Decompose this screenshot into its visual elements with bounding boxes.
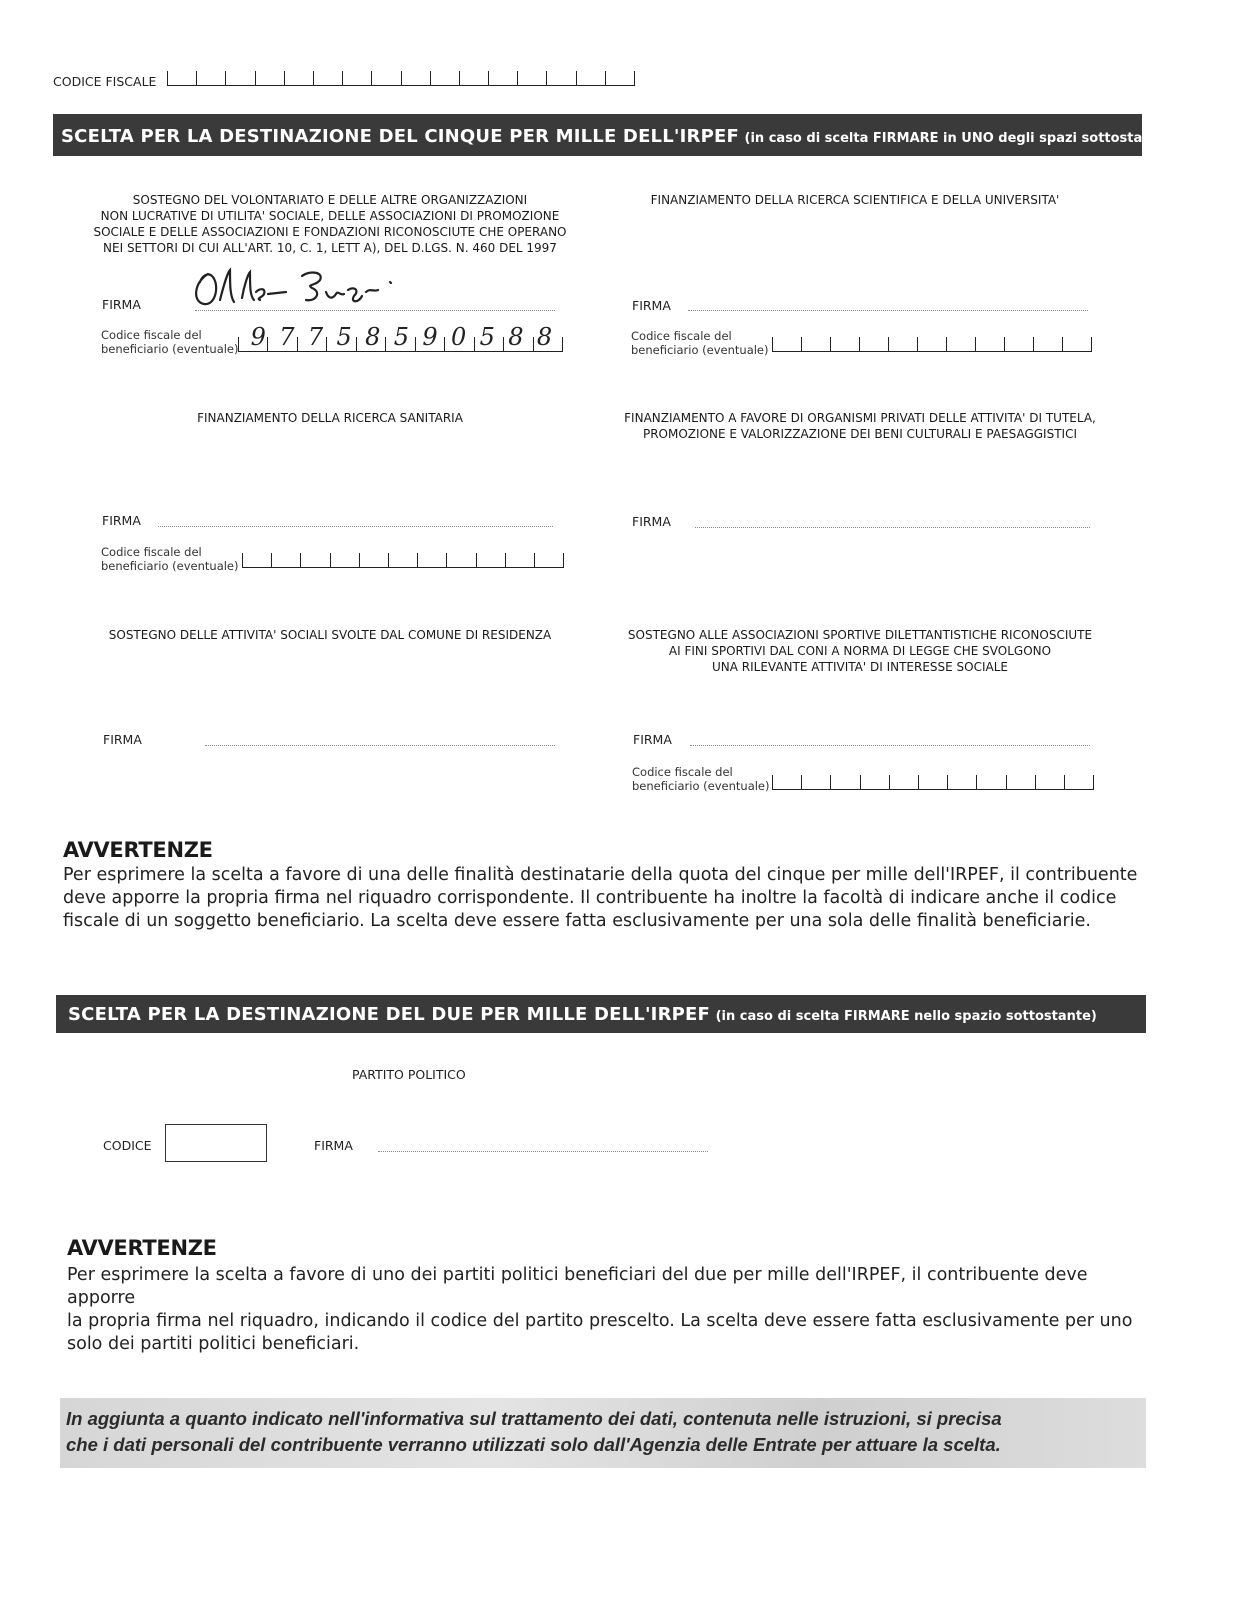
char-box: [371, 71, 400, 85]
heading-line: FINANZIAMENTO DELLA RICERCA SANITARIA: [197, 411, 463, 425]
avvertenze-line: la propria firma nel riquadro, indicando il codice del partito prescelto. La scelta deve essere fatta esclusivamente per uno: [67, 1311, 1133, 1331]
heading-line: NON LUCRATIVE DI UTILITA' SOCIALE, DELLE ASSOCIAZIONI DI PROMOZIONE: [100, 209, 560, 223]
section-ricerca-sanitaria-heading: [80, 410, 580, 426]
cf-beneficiario-input-associazioni-sportive[interactable]: [772, 772, 1094, 790]
char-box: [300, 553, 329, 567]
char-box: [1004, 337, 1033, 351]
char-box: [476, 553, 505, 567]
due-per-mille-title-bar: [56, 995, 1146, 1033]
avvertenze-title: AVVERTENZE: [67, 1236, 217, 1260]
char-box: [546, 71, 575, 85]
cf-beneficiario-label: [631, 329, 769, 357]
avvertenze-text: [67, 1264, 1147, 1356]
cf-label-line: Codice fiscale del: [101, 545, 202, 559]
heading-line: AI FINI SPORTIVI DAL CONI A NORMA DI LEGGE CHE SVOLGONO: [668, 644, 1052, 658]
avvertenze-line: solo dei partiti politici beneficiari.: [67, 1334, 360, 1354]
char-box: [313, 71, 342, 85]
char-box: [830, 337, 859, 351]
section-comune-residenza-heading: [80, 627, 580, 643]
avvertenze-line: fiscale di un soggetto beneficiario. La scelta deve essere fatta esclusivamente per una sola delle finalità beneficiarie.: [63, 911, 1091, 931]
char-box: [859, 337, 888, 351]
cf-digit: 8: [365, 323, 381, 351]
firma-label: FIRMA: [632, 298, 671, 313]
avvertenze-text: [63, 864, 1143, 933]
char-box: [488, 71, 517, 85]
char-box: [976, 775, 1005, 789]
cf-digit: 8: [536, 323, 553, 351]
cf-digit: 9: [422, 323, 438, 351]
privacy-notice-line: In aggiunta a quanto indicato nell'informativa sul trattamento dei dati, contenuta nelle istruzioni, si precisa: [66, 1408, 1002, 1429]
due-per-mille-title: SCELTA PER LA DESTINAZIONE DEL DUE PER MILLE DELL'IRPEF: [68, 1004, 711, 1025]
section-beni-culturali-heading: [612, 410, 1108, 442]
char-box: [917, 337, 946, 351]
cf-digit: 7: [307, 323, 324, 351]
heading-line: SOSTEGNO DEL VOLONTARIATO E DELLE ALTRE ORGANIZZAZIONI: [132, 193, 528, 207]
cf-label-line: Codice fiscale del: [632, 765, 733, 779]
char-box: [446, 553, 475, 567]
char-box: [772, 775, 801, 789]
cinque-per-mille-subtitle: (in caso di scelta FIRMARE in UNO degli spazi sottostanti): [744, 131, 1169, 146]
cf-label-line: Codice fiscale del: [101, 328, 202, 342]
char-box: [830, 775, 859, 789]
firma-label: FIRMA: [314, 1138, 353, 1153]
char-box: [1064, 775, 1094, 789]
section-associazioni-sportive-heading: [612, 627, 1108, 675]
char-box: [388, 553, 417, 567]
heading-line: UNA RILEVANTE ATTIVITA' DI INTERESSE SOCIALE: [711, 660, 1009, 674]
cf-label-line: beneficiario (eventuale): [101, 559, 239, 573]
cinque-per-mille-title: SCELTA PER LA DESTINAZIONE DEL CINQUE PER MILLE DELL'IRPEF: [61, 126, 739, 147]
cf-label-line: beneficiario (eventuale): [101, 342, 239, 356]
cf-beneficiario-input-ricerca-scientifica[interactable]: [772, 334, 1092, 352]
heading-line: SOSTEGNO ALLE ASSOCIAZIONI SPORTIVE DILETTANTISTICHE RICONOSCIUTE: [627, 628, 1093, 642]
cf-beneficiario-input-ricerca-sanitaria[interactable]: [242, 550, 564, 568]
char-box: [947, 775, 976, 789]
section-volontariato-heading: [80, 192, 580, 256]
handwritten-signature: [190, 262, 420, 312]
char-box: [860, 775, 889, 789]
privacy-notice: [60, 1398, 1146, 1468]
cf-digit: 5: [479, 323, 495, 351]
char-box: [517, 71, 546, 85]
cf-label-line: Codice fiscale del: [631, 329, 732, 343]
cf-digit: 9: [250, 323, 266, 351]
cf-beneficiario-digits: [244, 322, 559, 352]
char-box: [417, 553, 446, 567]
firma-line-comune-residenza[interactable]: [205, 745, 555, 746]
firma-line-ricerca-scientifica[interactable]: [688, 310, 1088, 311]
cf-digit: 8: [508, 323, 524, 351]
firma-label: FIRMA: [102, 513, 141, 528]
char-box: [1006, 775, 1035, 789]
firma-line-associazioni-sportive[interactable]: [690, 745, 1090, 746]
char-box: [271, 553, 300, 567]
char-box: [242, 553, 271, 567]
cf-digit: 7: [279, 323, 295, 351]
char-box: [505, 553, 534, 567]
avvertenze-line: deve apporre la propria firma nel riquadro corrispondente. Il contribuente ha inoltre la facoltà di indicare anche il codice: [63, 888, 1117, 908]
char-box: [534, 553, 564, 567]
char-box: [284, 71, 313, 85]
char-box: [918, 775, 947, 789]
char-box: [330, 553, 359, 567]
due-per-mille-subtitle: (in caso di scelta FIRMARE nello spazio sottostante): [715, 1009, 1097, 1024]
firma-label: FIRMA: [633, 732, 672, 747]
avvertenze-line: Per esprimere la scelta a favore di uno dei partiti politici beneficiari del due per mille dell'IRPEF, il contribuente deve apporre: [67, 1265, 1088, 1308]
char-box: [1035, 775, 1064, 789]
cinque-per-mille-title-bar: [53, 114, 1169, 156]
firma-label: FIRMA: [632, 514, 671, 529]
firma-label: FIRMA: [102, 297, 141, 312]
char-box: [975, 337, 1004, 351]
section-ricerca-scientifica-heading: [630, 192, 1080, 208]
cf-digit: 5: [336, 323, 352, 351]
codice-partito-input[interactable]: [165, 1124, 267, 1162]
codice-label: CODICE: [103, 1138, 152, 1153]
char-box: [605, 71, 635, 85]
codice-fiscale-input[interactable]: [167, 68, 635, 86]
firma-line-beni-culturali[interactable]: [695, 527, 1090, 528]
heading-line: SOCIALE E DELLE ASSOCIAZIONI E FONDAZIONI RICONOSCIUTE CHE OPERANO: [93, 225, 567, 239]
avvertenze-line: Per esprimere la scelta a favore di una delle finalità destinatarie della quota del cinque per mille dell'IRPEF, il contribuente: [63, 865, 1138, 885]
char-box: [359, 553, 388, 567]
avvertenze-title: AVVERTENZE: [63, 838, 213, 862]
firma-line-ricerca-sanitaria[interactable]: [158, 526, 553, 527]
char-box: [946, 337, 975, 351]
heading-line: FINANZIAMENTO A FAVORE DI ORGANISMI PRIVATI DELLE ATTIVITA' DI TUTELA,: [624, 411, 1096, 425]
privacy-notice-line: che i dati personali del contribuente verranno utilizzati solo dall'Agenzia delle Entrate per attuare la scelta.: [66, 1434, 1001, 1455]
cf-digit: 5: [393, 323, 410, 351]
char-box: [430, 71, 459, 85]
char-box: [1062, 337, 1092, 351]
cf-beneficiario-label: [101, 328, 239, 356]
char-box: [576, 71, 605, 85]
cf-digit: 0: [451, 323, 467, 351]
char-box: [196, 71, 225, 85]
char-box: [889, 775, 918, 789]
char-box: [801, 775, 830, 789]
char-box: [772, 337, 801, 351]
char-box: [167, 71, 196, 85]
char-box: [401, 71, 430, 85]
firma-label: FIRMA: [103, 732, 142, 747]
cf-beneficiario-label: [101, 545, 239, 573]
heading-line: NEI SETTORI DI CUI ALL'ART. 10, C. 1, LETT A), DEL D.LGS. N. 460 DEL 1997: [103, 241, 557, 255]
codice-fiscale-label: CODICE FISCALE: [53, 74, 157, 89]
char-box: [255, 71, 284, 85]
char-box: [888, 337, 917, 351]
cf-label-line: beneficiario (eventuale): [631, 343, 769, 357]
partito-politico-label: PARTITO POLITICO: [352, 1067, 466, 1082]
char-box: [1033, 337, 1062, 351]
char-box: [342, 71, 371, 85]
char-box: [801, 337, 830, 351]
cf-label-line: beneficiario (eventuale): [632, 779, 770, 793]
heading-line: SOSTEGNO DELLE ATTIVITA' SOCIALI SVOLTE DAL COMUNE DI RESIDENZA: [108, 628, 552, 642]
char-box: [459, 71, 488, 85]
firma-line-partito[interactable]: [378, 1151, 708, 1152]
cf-beneficiario-label: [632, 765, 770, 793]
heading-line: FINANZIAMENTO DELLA RICERCA SCIENTIFICA E DELLA UNIVERSITA': [650, 193, 1060, 207]
char-box: [225, 71, 254, 85]
heading-line: PROMOZIONE E VALORIZZAZIONE DEI BENI CULTURALI E PAESAGGISTICI: [642, 427, 1077, 441]
